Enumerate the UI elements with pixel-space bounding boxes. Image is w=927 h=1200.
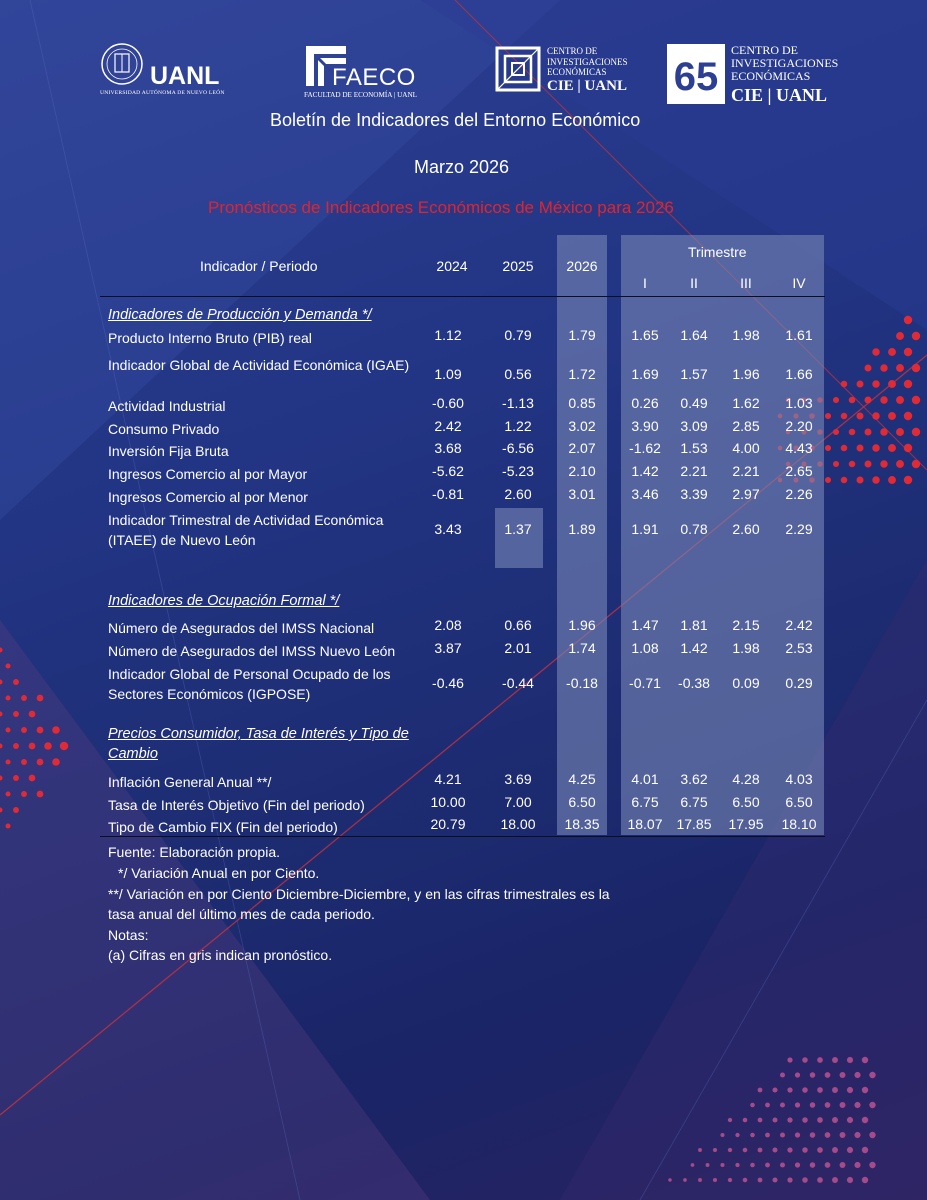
value-q1: 3.46 xyxy=(631,486,659,502)
value-2024: 2.42 xyxy=(434,418,462,434)
value-2026: -0.18 xyxy=(566,675,598,691)
value-2026: 6.50 xyxy=(568,794,596,810)
cie-65-number: 65 xyxy=(673,55,719,99)
value-q2: 6.75 xyxy=(680,794,708,810)
value-q2: 3.39 xyxy=(680,486,708,502)
value-q1: -0.71 xyxy=(629,675,661,691)
value-2024: -0.46 xyxy=(432,675,464,691)
header-q4: IV xyxy=(792,275,806,291)
footnote-december-cont: tasa anual del último mes de cada periodo. xyxy=(108,906,375,922)
value-q2: 1.64 xyxy=(680,327,708,343)
cie-uanl: CIE | UANL xyxy=(547,78,627,94)
value-2024: 3.43 xyxy=(434,521,462,537)
value-q3: 1.98 xyxy=(732,640,760,656)
cie-65-logo xyxy=(667,44,842,109)
header-q1: I xyxy=(643,275,647,291)
cie-65-mark-icon xyxy=(667,44,725,104)
value-q3: 4.28 xyxy=(732,771,760,787)
value-q2: 3.09 xyxy=(680,418,708,434)
value-q1: 1.65 xyxy=(631,327,659,343)
header-trimestre: Trimestre xyxy=(688,244,747,260)
row-label: Actividad Industrial xyxy=(108,398,226,414)
row-label: Indicador Global de Actividad Económica (IGAE) xyxy=(108,357,410,373)
row-label: Inflación General Anual **/ xyxy=(108,774,272,790)
faeco-logo xyxy=(304,44,434,104)
value-2026: 18.35 xyxy=(564,816,600,832)
value-2025: 2.01 xyxy=(504,640,532,656)
value-q4: 1.66 xyxy=(785,366,813,382)
header-q2: II xyxy=(690,275,698,291)
value-q4: 2.42 xyxy=(785,617,813,633)
value-2025: 2.60 xyxy=(504,486,532,502)
footnote-annual: */ Variación Anual en por Ciento. xyxy=(118,865,320,881)
value-q2: 0.49 xyxy=(680,395,708,411)
value-q4: 1.61 xyxy=(785,327,813,343)
uanl-logo xyxy=(100,42,235,102)
value-2025: -0.44 xyxy=(502,675,534,691)
faeco-wordmark: FAECO xyxy=(332,64,416,91)
value-2024: 3.68 xyxy=(434,440,462,456)
value-q4: 0.29 xyxy=(785,675,813,691)
value-2026: 3.01 xyxy=(568,486,596,502)
row-label: Ingresos Comercio al por Mayor xyxy=(108,466,308,482)
value-2026: 1.74 xyxy=(568,640,596,656)
header-2025: 2025 xyxy=(502,258,534,274)
row-label: Inversión Fija Bruta xyxy=(108,443,229,459)
row-label: Producto Interno Bruto (PIB) real xyxy=(108,330,312,346)
value-q4: 18.10 xyxy=(781,816,817,832)
row-label: Tasa de Interés Objetivo (Fin del periodo) xyxy=(108,797,365,813)
value-q4: 2.26 xyxy=(785,486,813,502)
value-q1: 0.26 xyxy=(631,395,659,411)
value-q4: 4.43 xyxy=(785,440,813,456)
value-q2: 2.21 xyxy=(680,463,708,479)
value-q4: 6.50 xyxy=(785,794,813,810)
value-2026: 1.96 xyxy=(568,617,596,633)
value-q3: 0.09 xyxy=(732,675,760,691)
bulletin-date: Marzo 2026 xyxy=(414,157,510,177)
value-2025: 0.66 xyxy=(504,617,532,633)
cie-mark-icon xyxy=(495,46,541,92)
value-2024: -5.62 xyxy=(432,463,464,479)
row-label: Indicador Global de Personal Ocupado de los Sectores Económicos (IGPOSE) xyxy=(108,666,391,702)
value-q1: 6.75 xyxy=(631,794,659,810)
section-production: Indicadores de Producción y Demanda */ xyxy=(108,307,372,323)
value-q1: 1.47 xyxy=(631,617,659,633)
value-q3: 1.62 xyxy=(732,395,760,411)
value-2024: 1.12 xyxy=(434,327,462,343)
value-2024: 2.08 xyxy=(434,617,462,633)
value-2025: 18.00 xyxy=(500,816,536,832)
uanl-seal-icon xyxy=(100,42,144,86)
cie-65-uanl: CIE | UANL xyxy=(731,85,827,105)
value-q2: 1.42 xyxy=(680,640,708,656)
header-indicator: Indicador / Periodo xyxy=(200,258,318,274)
value-q3: 2.85 xyxy=(732,418,760,434)
value-2026: 3.02 xyxy=(568,418,596,434)
value-2024: 3.87 xyxy=(434,640,462,656)
uanl-subtitle: UNIVERSIDAD AUTÓNOMA DE NUEVO LEÓN xyxy=(100,90,225,96)
value-q3: 2.60 xyxy=(732,521,760,537)
row-label: Ingresos Comercio al por Menor xyxy=(108,489,308,505)
table-bottom-rule xyxy=(100,836,825,837)
value-2025: 0.56 xyxy=(504,366,532,382)
cie-logo xyxy=(495,46,645,101)
value-2025: -1.13 xyxy=(502,395,534,411)
value-2026: 1.79 xyxy=(568,327,596,343)
row-label: Número de Asegurados del IMSS Nacional xyxy=(108,620,375,636)
value-q4: 1.03 xyxy=(785,395,813,411)
value-2026: 1.72 xyxy=(568,366,596,382)
value-2025: -5.23 xyxy=(502,463,534,479)
value-2026: 1.89 xyxy=(568,521,596,537)
value-2025: 1.37 xyxy=(504,521,532,537)
value-q1: 18.07 xyxy=(627,816,663,832)
value-q1: 1.42 xyxy=(631,463,659,479)
section-employment: Indicadores de Ocupación Formal */ xyxy=(108,593,340,609)
value-2024: -0.81 xyxy=(432,486,464,502)
value-q4: 4.03 xyxy=(785,771,813,787)
value-q2: 1.81 xyxy=(680,617,708,633)
value-q4: 2.65 xyxy=(785,463,813,479)
value-q3: 1.98 xyxy=(732,327,760,343)
value-q3: 17.95 xyxy=(728,816,764,832)
value-2025: 3.69 xyxy=(504,771,532,787)
value-q1: 1.91 xyxy=(631,521,659,537)
value-q2: -0.38 xyxy=(678,675,710,691)
value-q1: 4.01 xyxy=(631,771,659,787)
value-q2: 0.78 xyxy=(680,521,708,537)
value-q3: 4.00 xyxy=(732,440,760,456)
value-q1: 1.69 xyxy=(631,366,659,382)
value-2026: 2.10 xyxy=(568,463,596,479)
value-2025: -6.56 xyxy=(502,440,534,456)
faeco-subtitle: FACULTAD DE ECONOMÍA | UANL xyxy=(304,91,418,99)
value-2024: 1.09 xyxy=(434,366,462,382)
value-q2: 17.85 xyxy=(676,816,712,832)
value-q4: 2.20 xyxy=(785,418,813,434)
value-q2: 1.57 xyxy=(680,366,708,382)
value-q1: -1.62 xyxy=(629,440,661,456)
value-q1: 1.08 xyxy=(631,640,659,656)
forecast-title: Pronósticos de Indicadores Económicos de México para 2026 xyxy=(208,198,674,217)
value-q3: 2.97 xyxy=(732,486,760,502)
header-q3: III xyxy=(740,275,752,291)
cie-name: CENTRO DE INVESTIGACIONES ECONÓMICAS xyxy=(547,46,628,77)
cie-65-name: CENTRO DE INVESTIGACIONES ECONÓMICAS xyxy=(731,43,839,83)
row-label: Tipo de Cambio FIX (Fin del periodo) xyxy=(108,819,338,835)
footnote-notes-title: Notas: xyxy=(108,927,149,943)
header-2024: 2024 xyxy=(436,258,468,274)
section-prices: Precios Consumidor, Tasa de Interés y Tipo de Cambio xyxy=(108,726,409,762)
uanl-wordmark: UANL xyxy=(150,62,220,90)
value-2026: 4.25 xyxy=(568,771,596,787)
footnote-gray-note: (a) Cifras en gris indican pronóstico. xyxy=(108,947,333,963)
value-q1: 3.90 xyxy=(631,418,659,434)
footnote-december: **/ Variación en por Ciento Diciembre-Diciembre, y en las cifras trimestrales es la xyxy=(108,886,610,902)
value-2024: 10.00 xyxy=(430,794,466,810)
value-2026: 0.85 xyxy=(568,395,596,411)
value-q3: 1.96 xyxy=(732,366,760,382)
value-q4: 2.53 xyxy=(785,640,813,656)
value-q3: 2.15 xyxy=(732,617,760,633)
row-label: Indicador Trimestral de Actividad Económica (ITAEE) de Nuevo León xyxy=(108,512,384,548)
value-2025: 7.00 xyxy=(504,794,532,810)
value-2026: 2.07 xyxy=(568,440,596,456)
header-rule xyxy=(100,296,825,297)
value-q3: 6.50 xyxy=(732,794,760,810)
value-2024: -0.60 xyxy=(432,395,464,411)
value-q2: 3.62 xyxy=(680,771,708,787)
shade-itaee-2025 xyxy=(495,508,543,568)
value-2025: 0.79 xyxy=(504,327,532,343)
bulletin-title: Boletín de Indicadores del Entorno Económico xyxy=(270,110,641,130)
footnote-source: Fuente: Elaboración propia. xyxy=(108,844,280,860)
row-label: Consumo Privado xyxy=(108,421,220,437)
value-2025: 1.22 xyxy=(504,418,532,434)
row-label: Número de Asegurados del IMSS Nuevo León xyxy=(108,643,396,659)
value-2024: 20.79 xyxy=(430,816,466,832)
value-q2: 1.53 xyxy=(680,440,708,456)
header-2026: 2026 xyxy=(566,258,598,274)
value-q4: 2.29 xyxy=(785,521,813,537)
value-2024: 4.21 xyxy=(434,771,462,787)
value-q3: 2.21 xyxy=(732,463,760,479)
